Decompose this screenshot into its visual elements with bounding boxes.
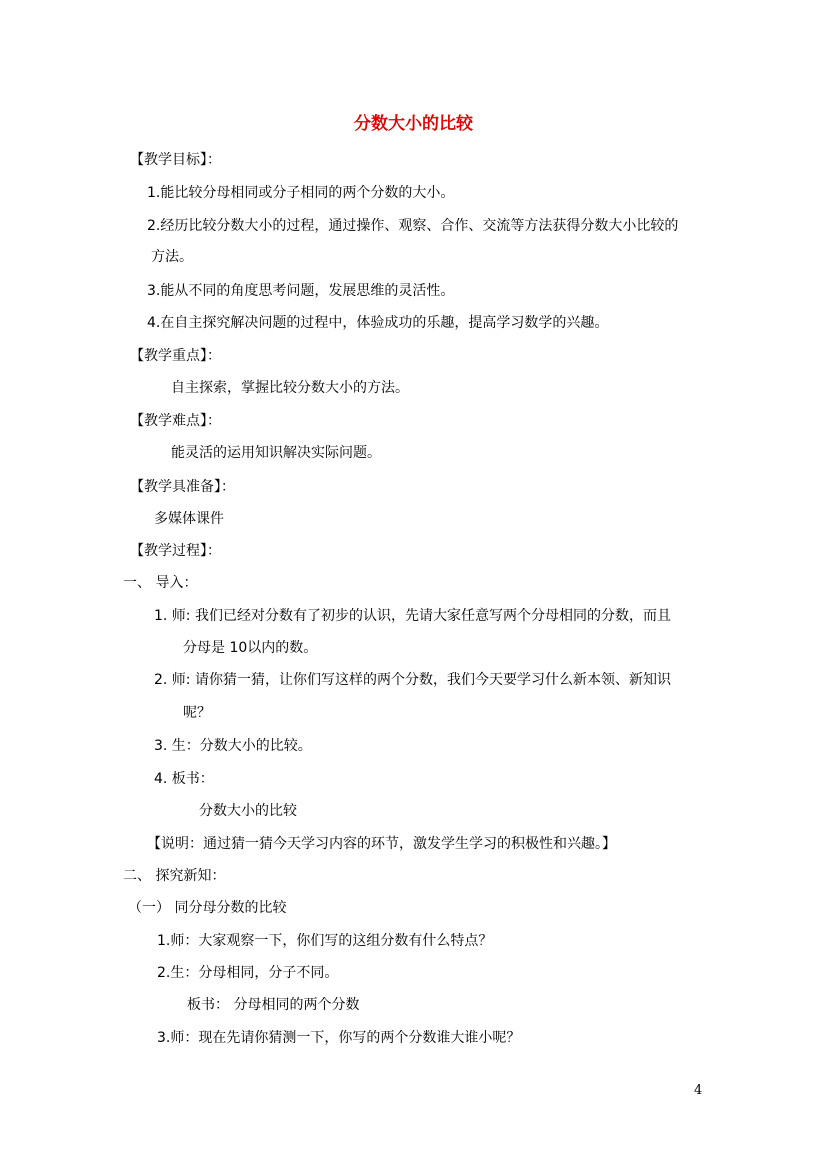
intro-step-4: 4. 板书：: [154, 771, 214, 787]
explore-step-2: 2.生：分母相同，分子不同。: [157, 965, 339, 981]
section-heading-process: 【教学过程】：: [130, 543, 221, 559]
intro-step-2: 2. 师: 请你猜一猜，让你们写这样的两个分数，我们今天要学习什么新本领、新知识: [154, 672, 671, 688]
section-heading-materials: 【教学具准备】：: [130, 479, 235, 495]
part-two-heading: 二、 探究新知：: [123, 868, 226, 884]
intro-step-1-continued: 分母是 10以内的数。: [183, 640, 318, 656]
objective-item-3: 3.能从不同的角度思考问题，发展思维的灵活性。: [147, 283, 455, 299]
blackboard-title: 分数大小的比较: [199, 803, 297, 819]
objective-item-1: 1.能比较分母相同或分子相同的两个分数的大小。: [147, 185, 455, 201]
explanation-note: 【说明：通过猜一猜今天学习内容的环节，激发学生学习的积极性和兴趣。】: [147, 836, 616, 852]
objective-item-4: 4.在自主探究解决问题的过程中，体验成功的乐趣，提高学习数学的兴趣。: [147, 315, 609, 331]
objective-item-2-continued: 方法。: [151, 249, 193, 265]
difficulties-text: 能灵活的运用知识解决实际问题。: [171, 445, 381, 461]
section-heading-key-points: 【教学重点】：: [130, 348, 221, 364]
section-heading-objectives: 【教学目标】：: [130, 152, 221, 168]
objective-item-2: 2.经历比较分数大小的过程，通过操作、观察、合作、交流等方法获得分数大小比较的: [147, 218, 679, 234]
intro-step-2-continued: 呢？: [183, 705, 211, 721]
intro-step-3: 3. 生：分数大小的比较。: [154, 738, 312, 754]
page-number: 4: [694, 1083, 703, 1098]
materials-text: 多媒体课件: [154, 511, 224, 527]
subsection-heading-same-denominator: （一） 同分母分数的比较: [128, 900, 287, 916]
explore-step-1: 1.师：大家观察一下，你们写的这组分数有什么特点？: [157, 933, 493, 949]
blackboard-note: 板书： 分母相同的两个分数: [187, 997, 360, 1013]
explore-step-3: 3.师：现在先请你猜测一下，你写的两个分数谁大谁小呢？: [157, 1030, 521, 1046]
section-heading-difficulties: 【教学难点】：: [130, 413, 221, 429]
intro-step-1: 1. 师: 我们已经对分数有了初步的认识，先请大家任意写两个分母相同的分数，而且: [154, 608, 671, 624]
key-points-text: 自主探索，掌握比较分数大小的方法。: [171, 380, 409, 396]
part-one-heading: 一、 导入：: [123, 575, 198, 591]
document-title: 分数大小的比较: [354, 114, 473, 134]
